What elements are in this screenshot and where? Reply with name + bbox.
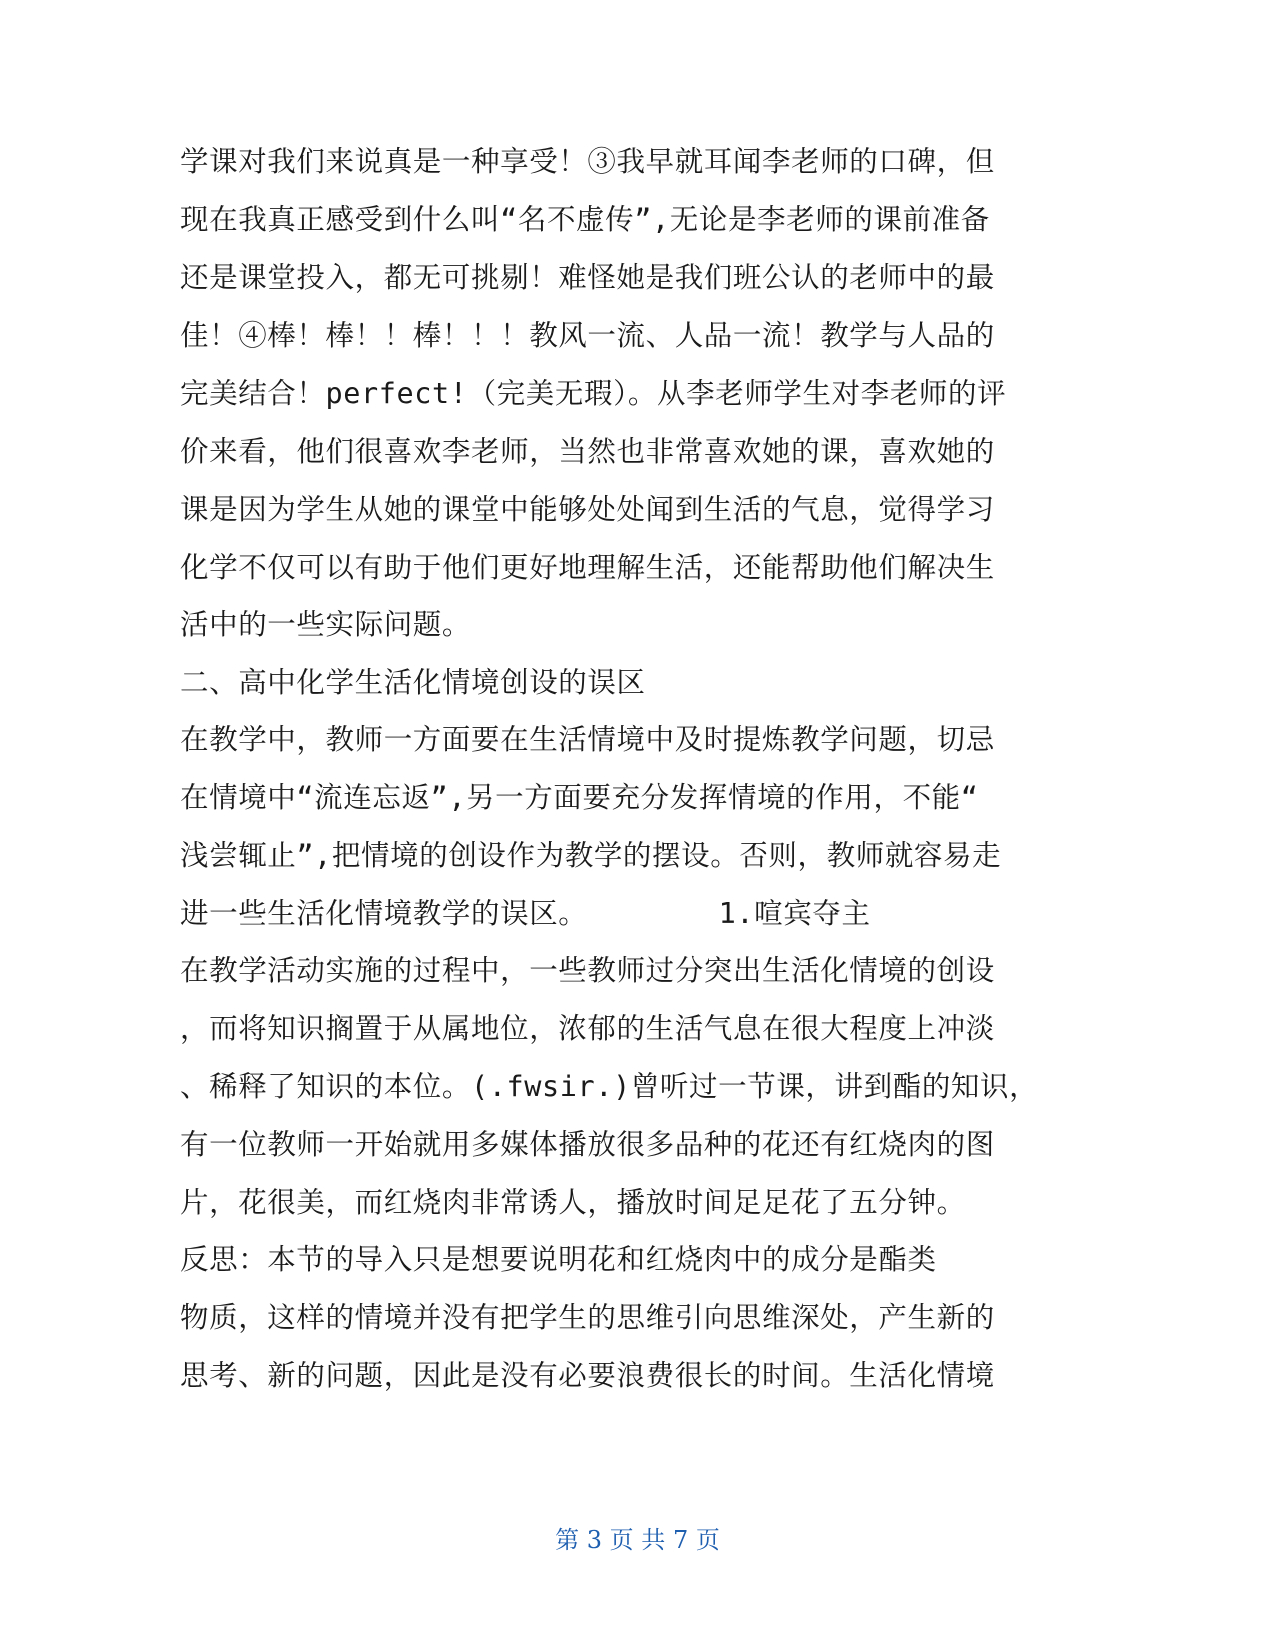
- text-line-18: 有一位教师一开始就用多媒体播放很多品种的花还有红烧肉的图: [180, 1128, 995, 1161]
- section-heading: 二、高中化学生活化情境创设的误区: [180, 666, 646, 699]
- text-line-4: 佳！④棒！棒！！棒！！！教风一流、人品一流！教学与人品的: [180, 319, 995, 352]
- text-line-16: ，而将知识搁置于从属地位，浓郁的生活气息在很大程度上冲淡: [180, 1012, 995, 1045]
- text-line-20: 反思：本节的导入只是想要说明花和红烧肉中的成分是酯类: [180, 1243, 937, 1276]
- text-line-15: 在教学活动实施的过程中，一些教师过分突出生活化情境的创设: [180, 954, 995, 987]
- text-line-21: 物质，这样的情境并没有把学生的思维引向思维深处，产生新的: [180, 1301, 995, 1334]
- text-line-12: 在情境中“流连忘返”,另一方面要充分发挥情境的作用，不能“: [180, 781, 979, 814]
- text-line-19: 片，花很美，而红烧肉非常诱人，播放时间足足花了五分钟。: [180, 1186, 966, 1219]
- text-line-9: 活中的一些实际问题。: [180, 608, 472, 641]
- text-line-13: 浅尝辄止”,把情境的创设作为教学的摆设。否则，教师就容易走: [180, 839, 1002, 872]
- text-line-5: 完美结合！perfect!（完美无瑕）。从李老师学生对李老师的评: [180, 377, 1007, 410]
- text-line-2: 现在我真正感受到什么叫“名不虚传”,无论是李老师的课前准备: [180, 203, 990, 236]
- text-line-17: 、稀释了知识的本位。(.fwsir.)曾听过一节课，讲到酯的知识，: [180, 1070, 1039, 1103]
- text-line-22: 思考、新的问题，因此是没有必要浪费很长的时间。生活化情境: [180, 1359, 995, 1392]
- text-line-6: 价来看，他们很喜欢李老师，当然也非常喜欢她的课，喜欢她的: [180, 435, 995, 468]
- text-line-14: 进一些生活化情境教学的误区。 1.喧宾夺主: [180, 897, 871, 930]
- text-line-11: 在教学中，教师一方面要在生活情境中及时提炼教学问题，切忌: [180, 723, 995, 756]
- text-line-3: 还是课堂投入，都无可挑剔！难怪她是我们班公认的老师中的最: [180, 261, 995, 294]
- page-number-footer: 第 3 页 共 7 页: [555, 1526, 720, 1554]
- text-line-7: 课是因为学生从她的课堂中能够处处闻到生活的气息，觉得学习: [180, 493, 995, 526]
- text-line-1: 学课对我们来说真是一种享受！③我早就耳闻李老师的口碑，但: [180, 145, 995, 178]
- text-line-8: 化学不仅可以有助于他们更好地理解生活，还能帮助他们解决生: [180, 551, 995, 584]
